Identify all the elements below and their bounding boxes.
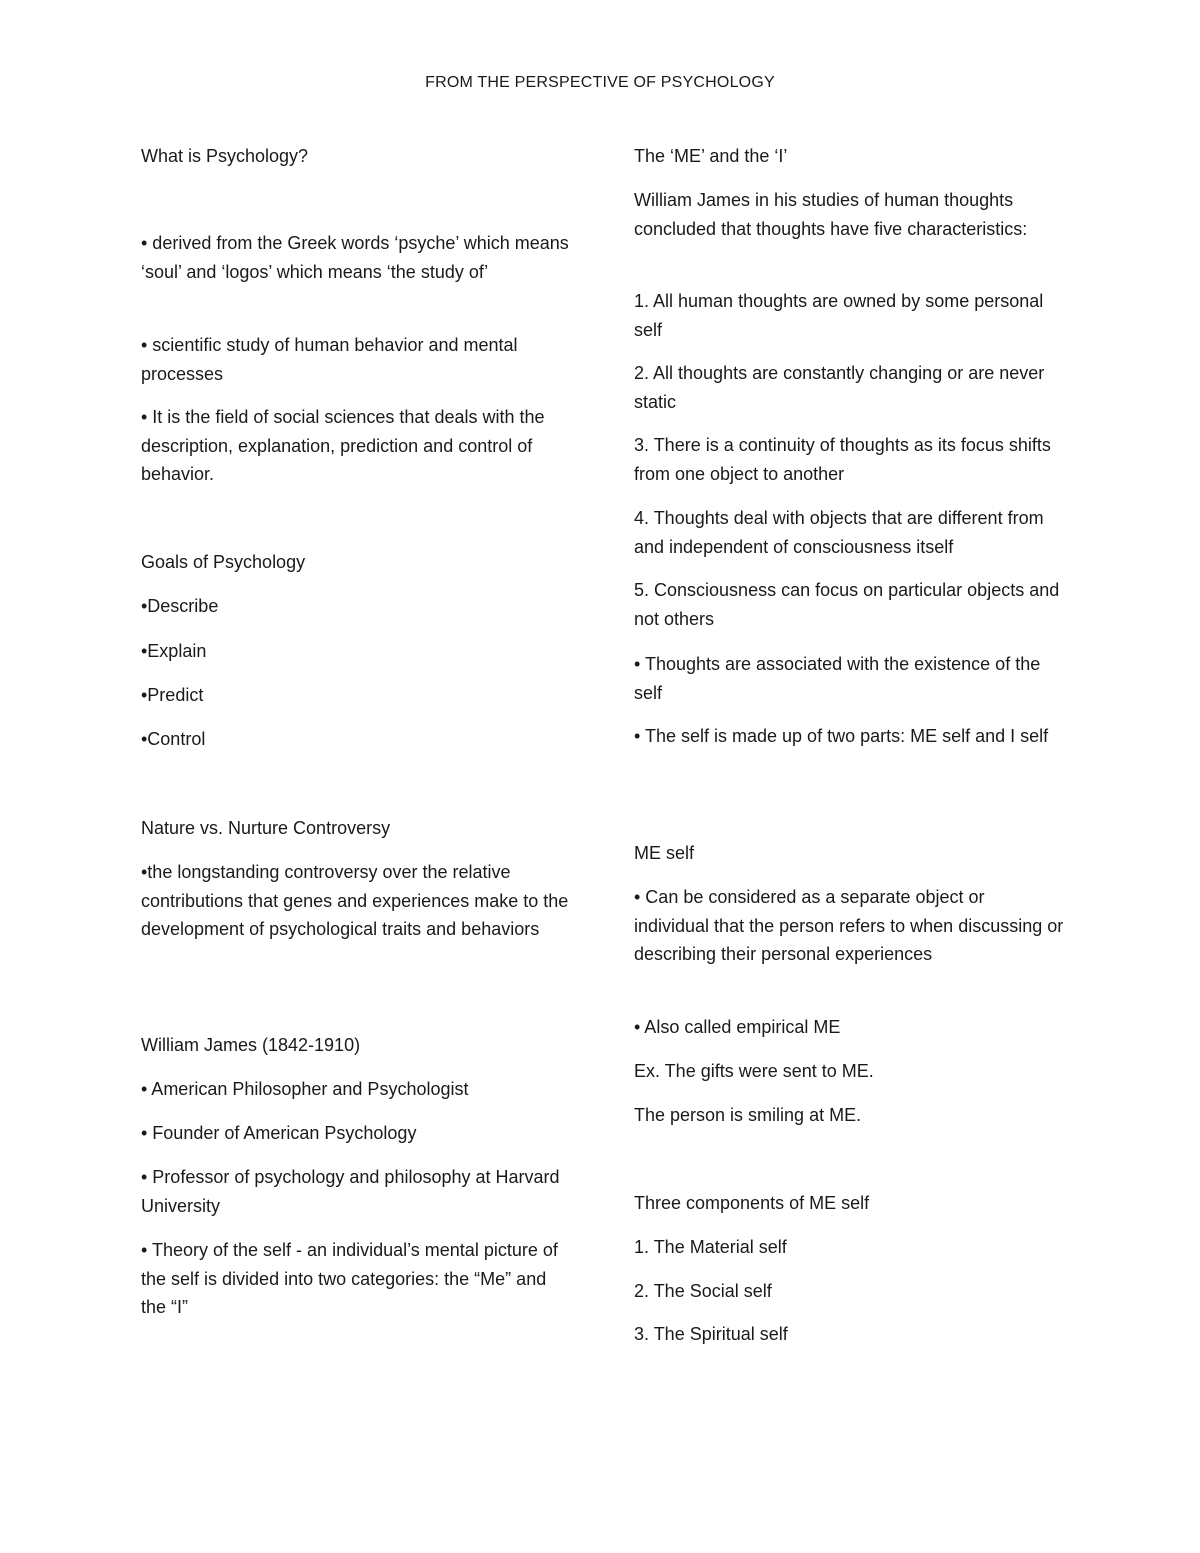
psychology-definition-bullet-1: • derived from the Greek words ‘psyche’ which means ‘soul’ and ‘logos’ which means ‘the study of’ xyxy=(141,233,569,282)
goal-item-control: •Control xyxy=(141,729,206,749)
characteristic-5: 5. Consciousness can focus on particular objects and not others xyxy=(634,580,1060,629)
goal-item-predict: •Predict xyxy=(141,685,204,705)
me-self-heading: ME self xyxy=(634,843,695,863)
me-and-i-intro: William James in his studies of human thoughts concluded that thoughts have five characteristics: xyxy=(634,190,1028,239)
me-self-bullet-2: • Also called empirical ME xyxy=(634,1017,841,1037)
william-james-bullet-4: • Theory of the self - an individual’s mental picture of the self is divided into two categories: the “Me” and the “I” xyxy=(141,1240,558,1317)
william-james-bullet-3: • Professor of psychology and philosophy at Harvard University xyxy=(141,1167,560,1216)
william-james-bullet-1: • American Philosopher and Psychologist xyxy=(141,1079,469,1099)
psychology-definition-bullet-2: • scientific study of human behavior and mental processes xyxy=(141,335,518,384)
me-self-example-1: Ex. The gifts were sent to ME. xyxy=(634,1061,874,1081)
characteristic-4: 4. Thoughts deal with objects that are different from and independent of consciousness itself xyxy=(634,508,1044,557)
goal-item-describe: •Describe xyxy=(141,596,219,616)
components-heading: Three components of ME self xyxy=(634,1193,870,1213)
nature-nurture-heading: Nature vs. Nurture Controversy xyxy=(141,818,391,838)
william-james-bullet-2: • Founder of American Psychology xyxy=(141,1123,417,1143)
document-title: FROM THE PERSPECTIVE OF PSYCHOLOGY xyxy=(425,74,775,91)
characteristic-3: 3. There is a continuity of thoughts as its focus shifts from one object to another xyxy=(634,435,1051,484)
psychology-definition-bullet-3: • It is the field of social sciences that deals with the description, explanation, prediction and control of behavior. xyxy=(141,407,545,484)
component-3: 3. The Spiritual self xyxy=(634,1324,788,1344)
me-self-example-2: The person is smiling at ME. xyxy=(634,1105,862,1125)
characteristic-1: 1. All human thoughts are owned by some personal self xyxy=(634,291,1044,340)
what-is-psychology-heading: What is Psychology? xyxy=(141,146,309,166)
me-and-i-heading: The ‘ME’ and the ‘I’ xyxy=(634,146,788,166)
self-bullet-2: • The self is made up of two parts: ME self and I self xyxy=(634,726,1049,746)
characteristic-2: 2. All thoughts are constantly changing or are never static xyxy=(634,363,1045,412)
goal-item-explain: •Explain xyxy=(141,641,207,661)
nature-nurture-text: •the longstanding controversy over the relative contributions that genes and experiences make to the development of psychological traits and behaviors xyxy=(141,862,569,939)
component-2: 2. The Social self xyxy=(634,1281,772,1301)
self-bullet-1: • Thoughts are associated with the existence of the self xyxy=(634,654,1041,703)
goals-heading: Goals of Psychology xyxy=(141,552,306,572)
william-james-heading: William James (1842-1910) xyxy=(141,1035,361,1055)
me-self-bullet-1: • Can be considered as a separate object or individual that the person refers to when discussing or describing their personal experiences xyxy=(634,887,1064,964)
component-1: 1. The Material self xyxy=(634,1237,787,1257)
